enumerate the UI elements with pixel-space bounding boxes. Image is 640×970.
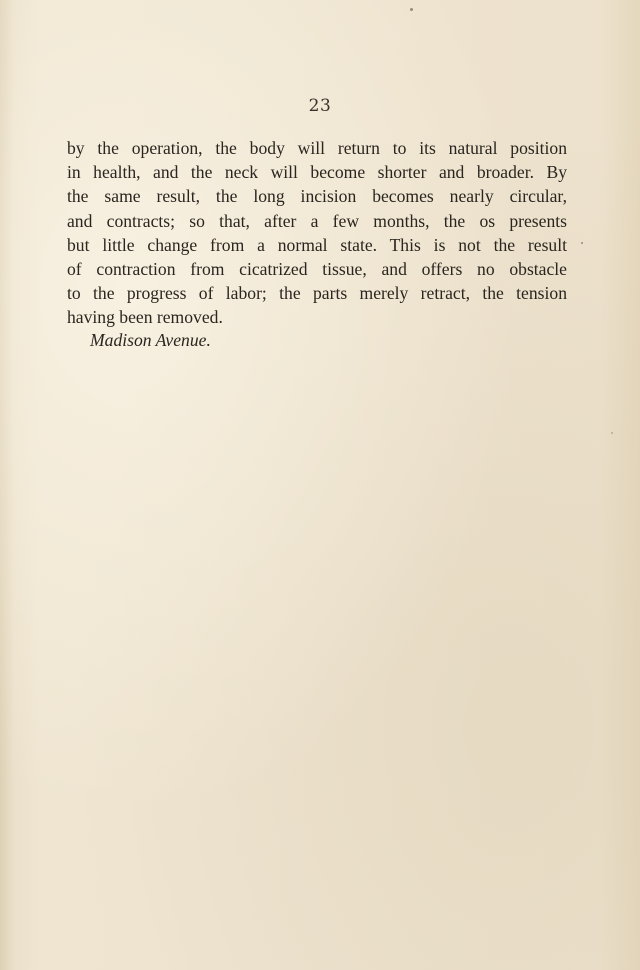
paper-speck [581,242,583,244]
page-number: 23 [308,96,332,116]
paper-speck [611,432,613,434]
text-line: of contraction from cicatrized tissue, and offers no obstacle [67,259,567,280]
text-line: having been removed. [67,307,223,328]
text-line: but little change from a normal state. This is not the result [67,234,567,255]
text-line: in health, and the neck will become shorter and broader. By [67,162,567,183]
text-line: and contracts; so that, after a few months, the os presents [67,210,567,231]
body-paragraph [67,136,567,330]
text-line: to the progress of labor; the parts merely retract, the tension [67,283,567,304]
text-line: the same result, the long incision becomes nearly circular, [67,186,567,207]
text-line: by the operation, the body will return to its natural position [67,138,567,158]
paper-speck [410,8,413,11]
signature-location: Madison Avenue. [90,330,211,350]
